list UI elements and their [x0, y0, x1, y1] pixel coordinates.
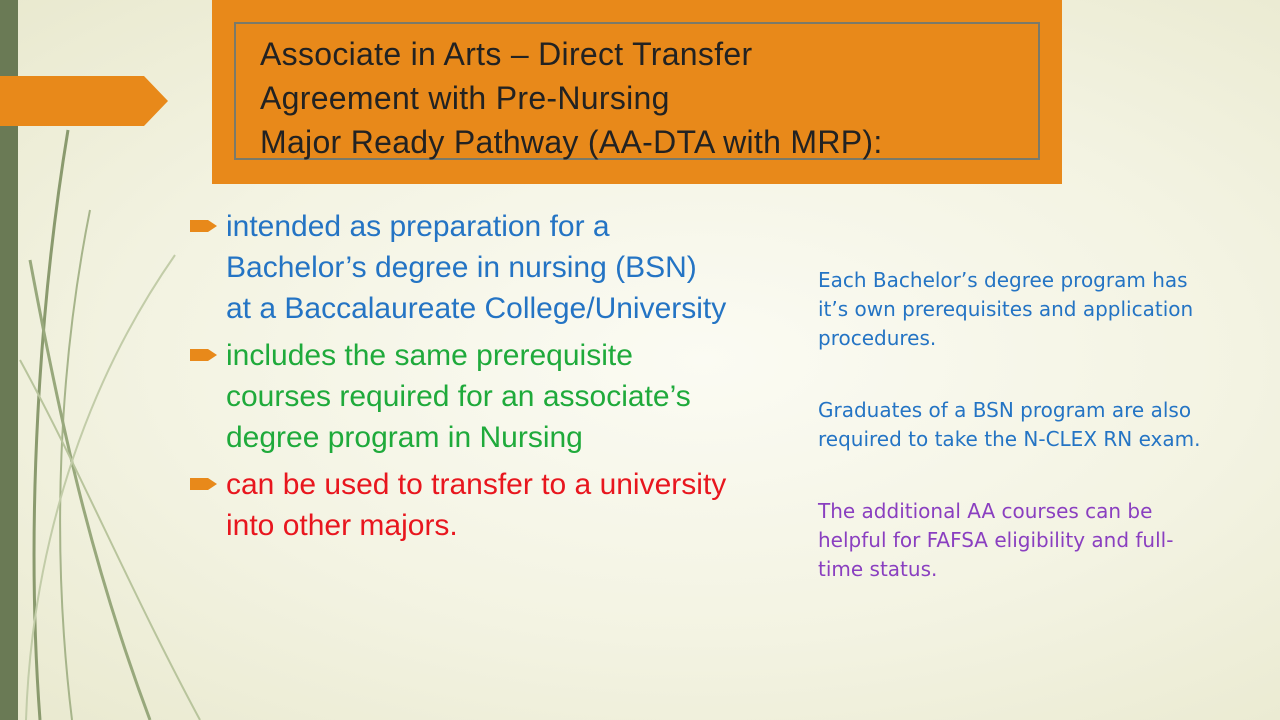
bullet-text: intended as preparation for a Bachelor’s degree in nursing (BSN) at a Baccalaureate College/University: [226, 210, 727, 325]
title-line-3: Major Ready Pathway (AA-DTA with MRP):: [260, 124, 883, 160]
note-bachelor-programs: Each Bachelor’s degree program has it’s own prerequisites and application procedures.: [818, 268, 1194, 350]
bullet-item-transfer: [190, 464, 730, 546]
note-fafsa: The additional AA courses can be helpful for FAFSA eligibility and full-time status.: [818, 499, 1174, 581]
title-box: [212, 0, 1062, 184]
title-frame: [234, 22, 1040, 160]
arrow-bullet-icon: [190, 477, 218, 491]
arrow-tab-icon: [0, 76, 168, 126]
arrow-bullet-icon: [190, 348, 218, 362]
note-nclex-exam: Graduates of a BSN program are also required to take the N-CLEX RN exam.: [818, 398, 1201, 451]
bullet-text: can be used to transfer to a university into other majors.: [226, 468, 727, 542]
bullet-list: [190, 206, 730, 552]
slide-title: [260, 32, 883, 164]
title-line-1: Associate in Arts – Direct Transfer: [260, 36, 753, 72]
bullet-text: includes the same prerequisite courses required for an associate’s degree program in Nursing: [226, 339, 691, 454]
side-notes: [818, 266, 1218, 627]
arrow-bullet-icon: [190, 219, 218, 233]
bullet-item-preparation: [190, 206, 730, 329]
title-line-2: Agreement with Pre-Nursing: [260, 80, 670, 116]
bullet-item-prerequisites: [190, 335, 730, 458]
